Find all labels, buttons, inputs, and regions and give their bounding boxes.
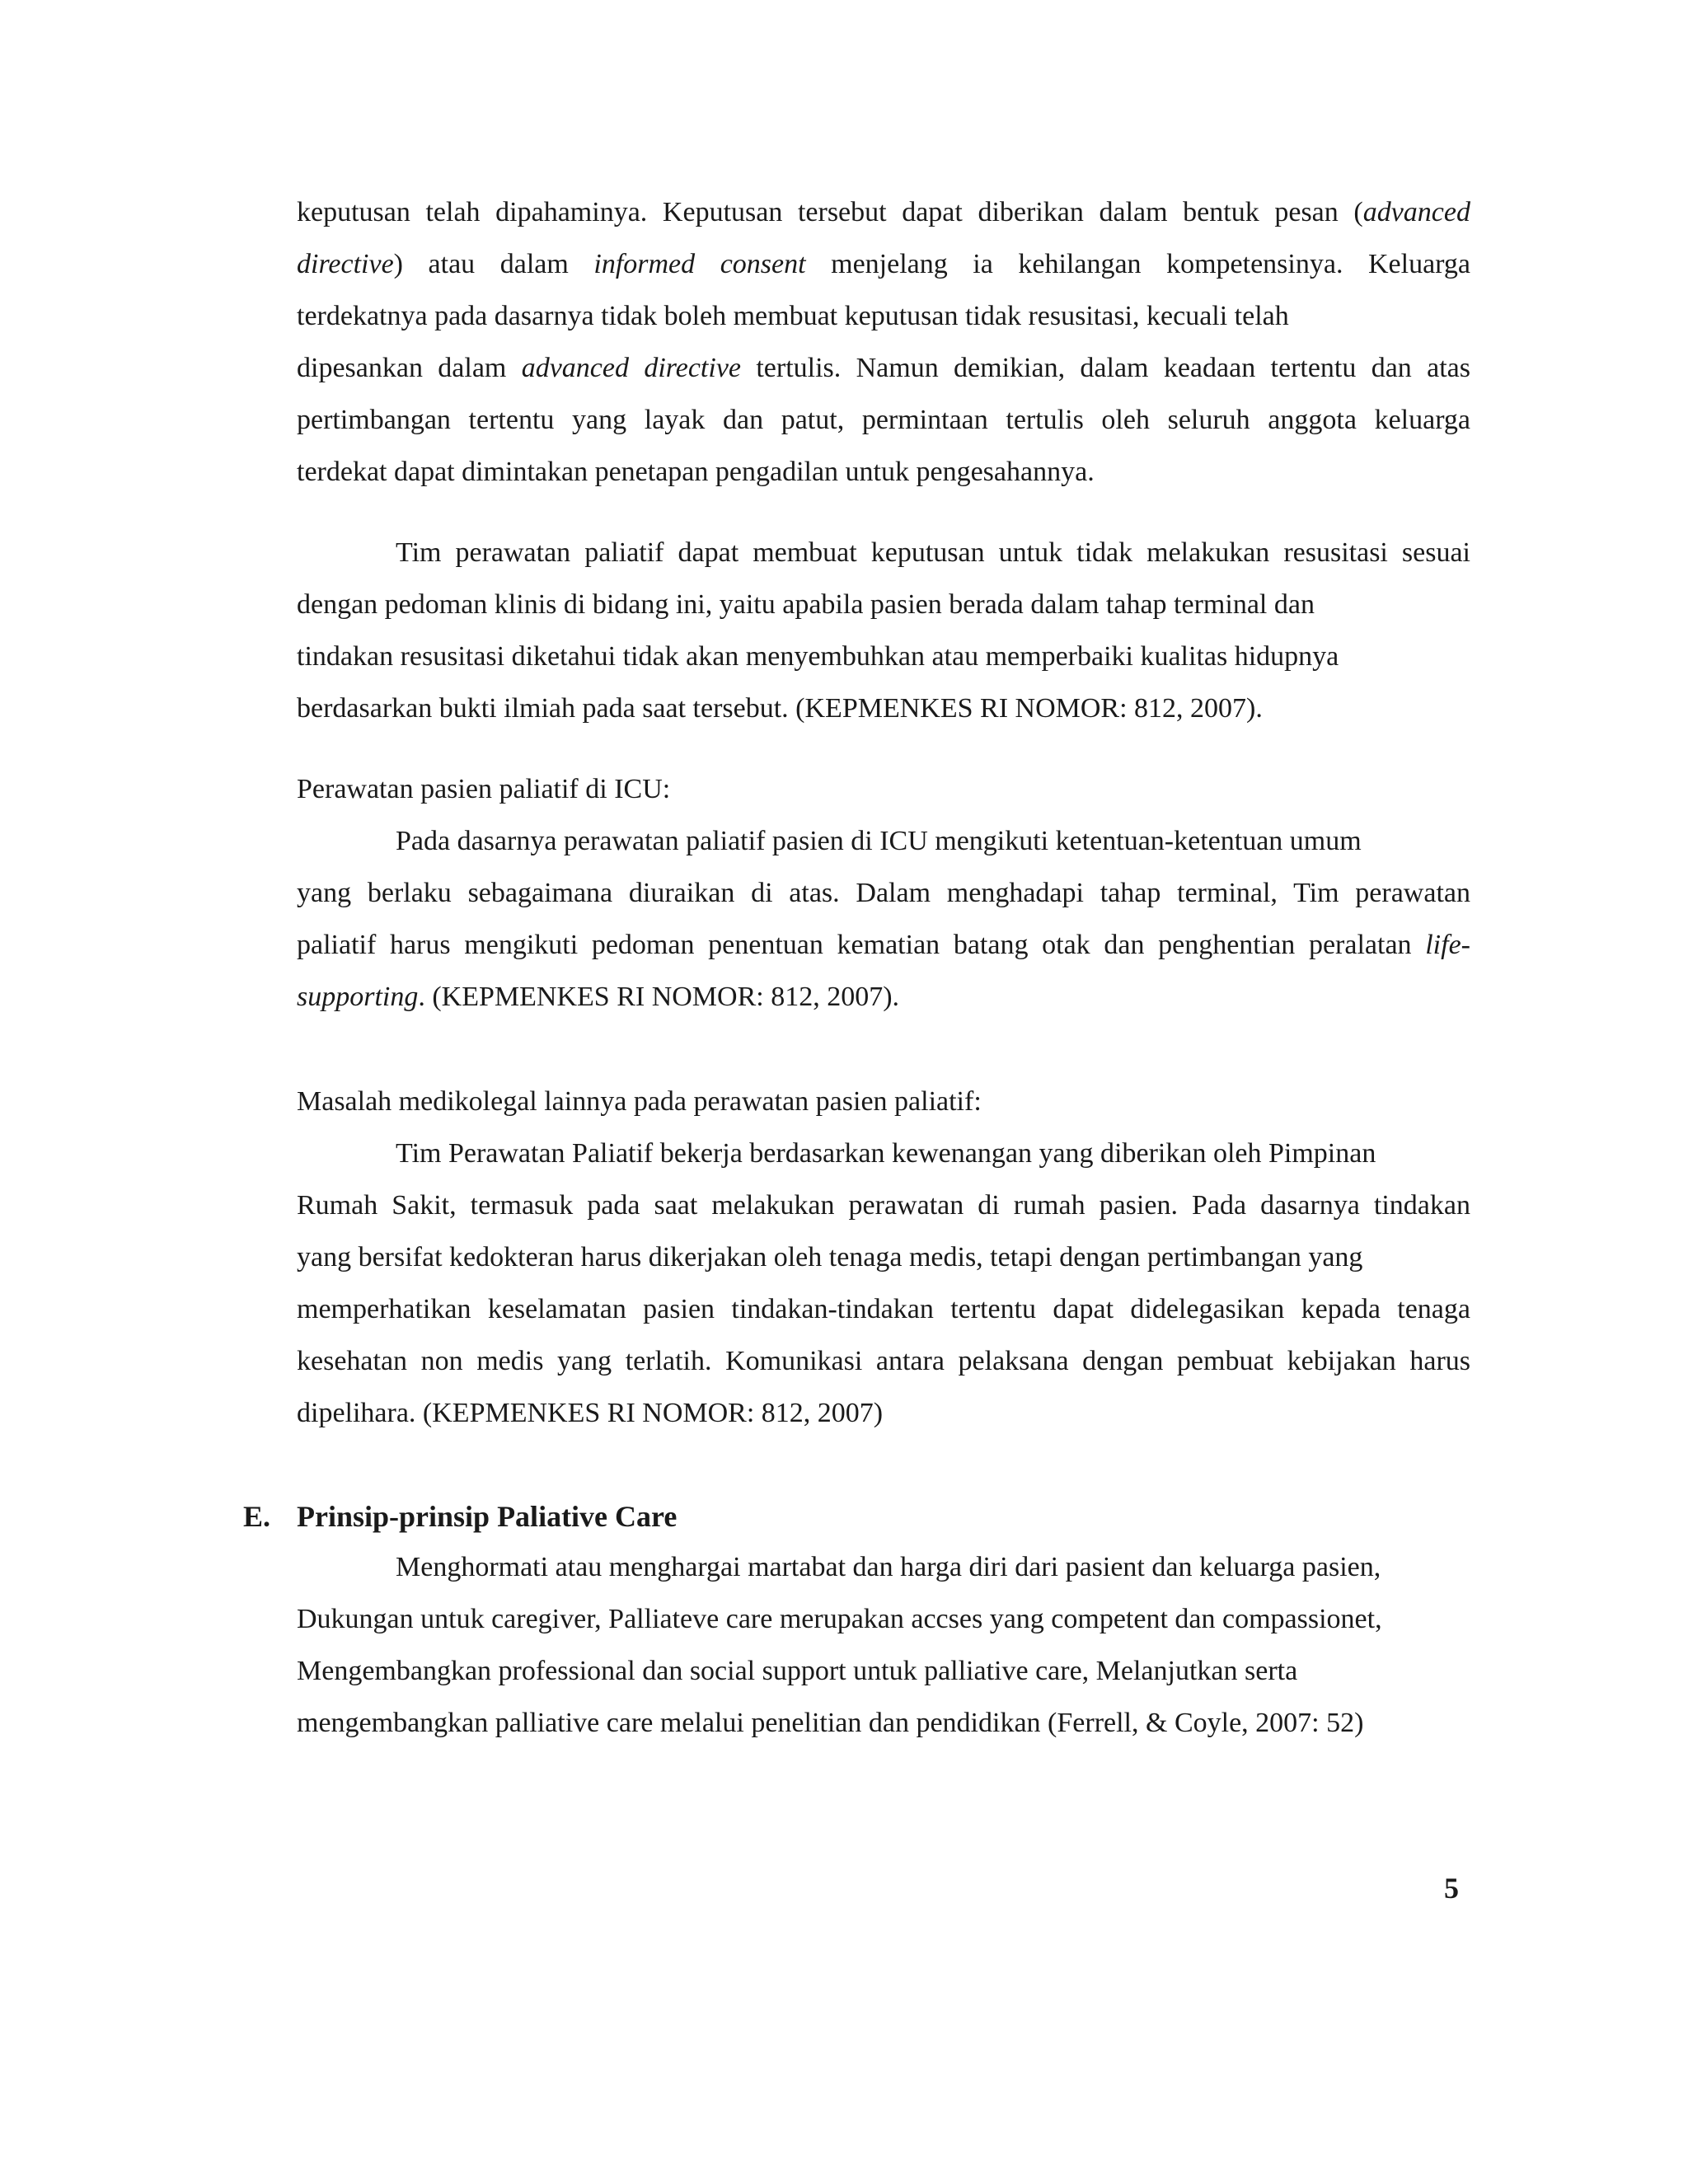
icu-subheading: Perawatan pasien paliatif di ICU: [297, 774, 671, 804]
medikolegal-line-5: kesehatan non medis yang terlatih. Komunikasi antara pelaksana dengan pembuat kebijakan harus [297, 1346, 1470, 1376]
icu-line-3: paliatif harus mengikuti pedoman penentuan kematian batang otak dan penghentian peralatan life- [297, 930, 1470, 960]
paragraph-1-line-3: terdekatnya pada dasarnya tidak boleh membuat keputusan tidak resusitasi, kecuali telah [297, 301, 1289, 331]
medikolegal-line-1: Tim Perawatan Paliatif bekerja berdasarkan kewenangan yang diberikan oleh Pimpinan [396, 1138, 1376, 1169]
section-e-line-1: Menghormati atau menghargai martabat dan harga diri dari pasient dan keluarga pasien, [396, 1552, 1381, 1582]
section-e-letter: E. [243, 1500, 271, 1533]
paragraph-1-line-4: dipesankan dalam advanced directive tertulis. Namun demikian, dalam keadaan tertentu dan atas [297, 353, 1471, 383]
paragraph-1-line-6: terdekat dapat dimintakan penetapan pengadilan untuk pengesahannya. [297, 457, 1095, 487]
section-e-line-3: Mengembangkan professional dan social support untuk palliative care, Melanjutkan serta [297, 1656, 1298, 1686]
medikolegal-line-2: Rumah Sakit, termasuk pada saat melakukan perawatan di rumah pasien. Pada dasarnya tindakan [297, 1190, 1470, 1221]
section-e-line-4: mengembangkan palliative care melalui penelitian dan pendidikan (Ferrell, & Coyle, 2007: 52) [297, 1708, 1364, 1738]
medikolegal-line-6: dipelihara. (KEPMENKES RI NOMOR: 812, 2007) [297, 1398, 884, 1428]
icu-line-1: Pada dasarnya perawatan paliatif pasien di ICU mengikuti ketentuan-ketentuan umum [396, 826, 1362, 856]
icu-line-2: yang berlaku sebagaimana diuraikan di atas. Dalam menghadapi tahap terminal, Tim perawatan [297, 878, 1470, 908]
medikolegal-line-4: memperhatikan keselamatan pasien tindakan-tindakan tertentu dapat didelegasikan kepada tenaga [297, 1294, 1470, 1324]
paragraph-2-line-2: dengan pedoman klinis di bidang ini, yaitu apabila pasien berada dalam tahap terminal dan [297, 589, 1315, 620]
paragraph-1-line-1: keputusan telah dipahaminya. Keputusan tersebut dapat diberikan dalam bentuk pesan (advanced [297, 197, 1470, 227]
paragraph-2-line-1: Tim perawatan paliatif dapat membuat keputusan untuk tidak melakukan resusitasi sesuai [396, 537, 1470, 568]
icu-line-4: supporting. (KEPMENKES RI NOMOR: 812, 2007). [297, 982, 900, 1012]
paragraph-2-line-4: berdasarkan bukti ilmiah pada saat tersebut. (KEPMENKES RI NOMOR: 812, 2007). [297, 693, 1263, 724]
medikolegal-line-3: yang bersifat kedokteran harus dikerjakan oleh tenaga medis, tetapi dengan pertimbangan yang [297, 1242, 1363, 1272]
section-e-title: Prinsip-prinsip Paliative Care [297, 1500, 678, 1533]
section-e-line-2: Dukungan untuk caregiver, Palliateve care merupakan accses yang competent dan compassionet, [297, 1604, 1382, 1634]
medikolegal-subheading: Masalah medikolegal lainnya pada perawatan pasien paliatif: [297, 1086, 982, 1117]
paragraph-1-line-5: pertimbangan tertentu yang layak dan patut, permintaan tertulis oleh seluruh anggota keluarga [297, 405, 1470, 435]
paragraph-1-line-2: directive) atau dalam informed consent menjelang ia kehilangan kompetensinya. Keluarga [297, 249, 1470, 279]
page-number: 5 [1444, 1872, 1459, 1905]
paragraph-2-line-3: tindakan resusitasi diketahui tidak akan menyembuhkan atau memperbaiki kualitas hidupnya [297, 641, 1339, 672]
